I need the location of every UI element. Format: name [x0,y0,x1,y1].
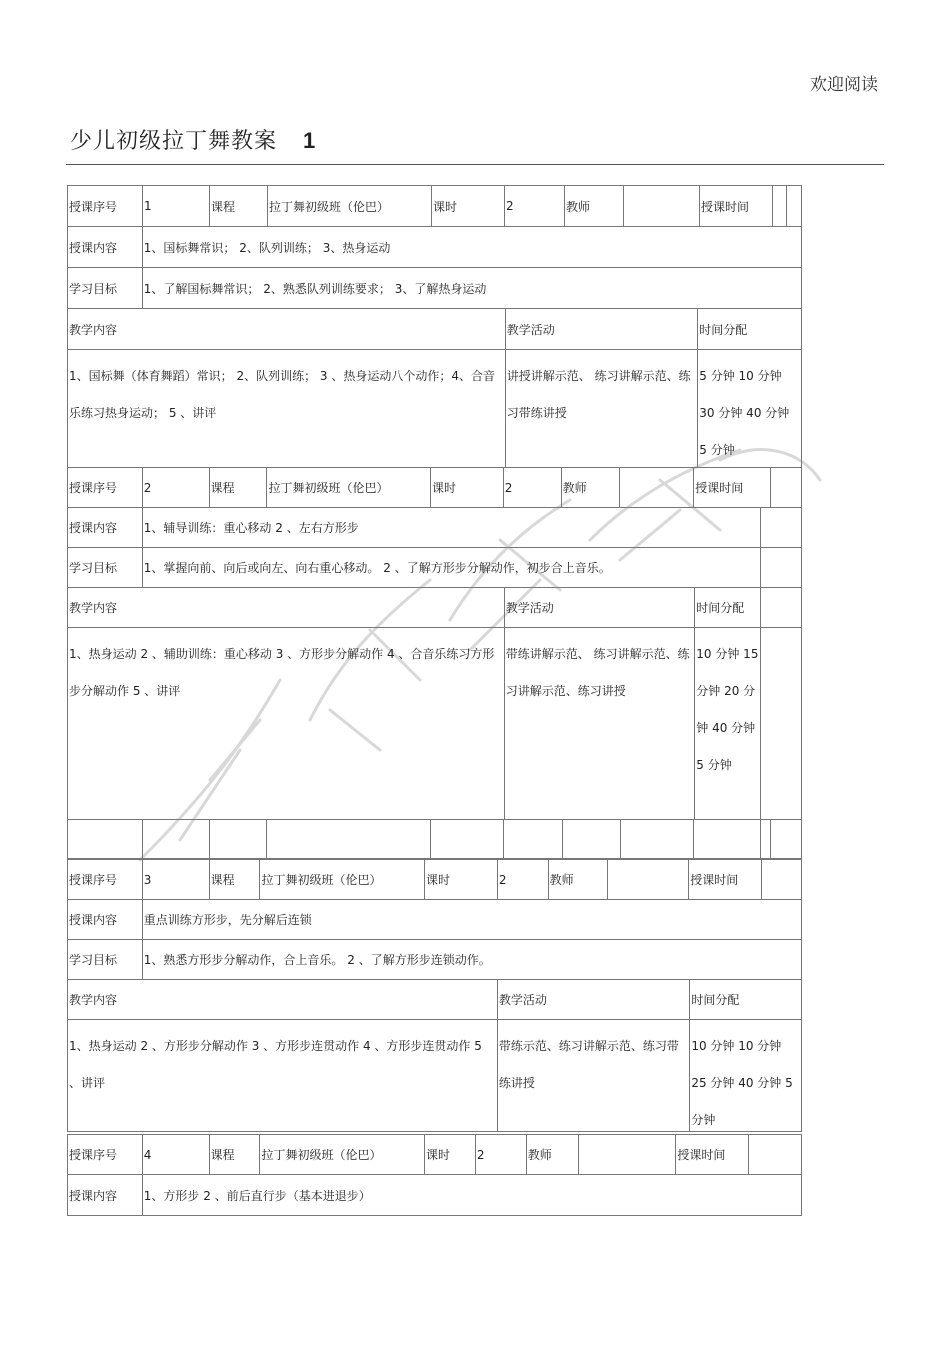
label-course: 课程 [210,468,268,507]
value-allocation: 10 分钟 10 分钟 25 分钟 40 分钟 5 分钟 [691,1039,793,1127]
label-teach-content: 教学内容 [68,588,505,627]
label-time: 授课时间 [689,860,762,899]
lesson-4-table [67,1134,802,1216]
table-row [67,547,802,587]
value-teach-content: 1、热身运动 2 、方形步分解动作 3 、方形步连贯动作 4 、方形步连贯动作 5 、讲评 [68,1020,498,1131]
value-goal: 1、了解国标舞常识； 2、熟悉队列训练要求； 3、了解热身运动 [143,281,487,296]
label-hours: 课时 [432,186,505,226]
label-goal: 学习目标 [68,268,143,308]
label-teacher: 教师 [565,186,624,226]
label-content: 授课内容 [68,900,143,939]
table-row [67,1019,802,1132]
label-content: 授课内容 [68,508,143,547]
table-row [67,507,802,547]
page-title [70,124,316,155]
extra-cell [761,548,801,587]
value-teach-content: 1、国标舞（体育舞蹈）常识； 2、队列训练； 3 、热身运动八个动作；4、合音乐练习热身运动； 5 、讲评 [68,350,506,467]
value-course: 拉丁舞初级班（伦巴） [267,468,431,507]
value-hours: 2 [498,860,549,899]
label-activity: 教学活动 [498,980,690,1019]
extra-cell [761,588,801,627]
value-seq: 1 [143,186,210,226]
value-hours: 2 [476,1135,527,1174]
value-time [762,860,801,899]
table-row [67,939,802,979]
value-content: 重点训练方形步，先分解后连锁 [143,913,312,927]
table-row [67,349,802,468]
label-time: 授课时间 [700,186,773,226]
label-allocation: 时间分配 [695,588,761,627]
value-activity: 讲授讲解示范、 练习讲解示范、练习带练讲授 [506,350,698,467]
value-teacher [620,468,694,507]
title-divider [66,164,884,165]
value-allocation: 5 分钟 10 分钟 30 分钟 40 分钟 5 分钟 [699,369,790,457]
lesson-2-table [67,467,802,859]
table-row [67,587,802,627]
value-teach-content: 1、热身运动 2 、辅助训练：重心移动 3 、方形步分解动作 4 、合音乐练习方形步分解动作 5 、讲评 [68,628,505,819]
label-teach-content: 教学内容 [68,309,506,349]
extra-cell [761,508,801,547]
label-content: 授课内容 [68,1175,143,1215]
header-note: 欢迎阅读 [810,75,878,95]
label-course: 课程 [210,186,268,226]
table-row [67,1134,802,1174]
label-teach-content: 教学内容 [68,980,498,1019]
lesson-1-table [67,185,802,468]
value-seq: 3 [143,860,210,899]
table-row [67,226,802,267]
empty-cell [771,820,801,858]
empty-cell [68,820,143,858]
label-activity: 教学活动 [505,588,695,627]
value-content: 1、辅导训练：重心移动 2 、左右方形步 [143,508,761,547]
empty-cell [621,820,694,858]
value-goal: 1、熟悉方形步分解动作，合上音乐。 2 、了解方形步连锁动作。 [143,953,491,967]
empty-cell [761,820,771,858]
value-activity: 带练示范、练习讲解示范、练习带练讲授 [498,1020,690,1131]
table-row [67,899,802,939]
empty-cell [267,820,431,858]
label-seq: 授课序号 [68,860,143,899]
label-seq: 授课序号 [68,1135,143,1174]
value-hours: 2 [505,186,565,226]
title-text: 少儿初级拉丁舞教案 [70,129,278,154]
label-allocation: 时间分配 [691,993,740,1007]
empty-cell [143,820,210,858]
extra-cell [761,628,801,819]
value-teacher [624,186,700,226]
label-hours: 课时 [425,1135,476,1174]
label-time: 授课时间 [694,468,771,507]
value-course: 拉丁舞初级班（伦巴） [268,186,432,226]
label-goal: 学习目标 [68,940,143,979]
table-row [67,267,802,308]
empty-cell [504,820,563,858]
value-seq: 4 [143,1135,210,1174]
value-allocation: 10 分钟 15 分钟 20 分钟 40 分钟 5 分钟 [695,628,761,819]
value-hours: 2 [504,468,562,507]
empty-cell [563,820,622,858]
label-goal: 学习目标 [68,548,143,587]
value-course: 拉丁舞初级班（伦巴） [260,860,425,899]
value-time [749,1135,801,1174]
label-course: 课程 [210,1135,261,1174]
value-time [771,468,801,507]
value-time-extra [787,186,801,226]
label-seq: 授课序号 [68,186,143,226]
value-seq: 2 [143,468,210,507]
empty-cell [694,820,761,858]
label-activity: 教学活动 [506,309,698,349]
lesson-3-table [67,859,802,1132]
empty-cell [210,820,268,858]
label-hours: 课时 [431,468,504,507]
label-teacher: 教师 [562,468,621,507]
label-hours: 课时 [425,860,498,899]
label-teacher: 教师 [549,860,608,899]
value-time [773,186,787,226]
table-row [67,627,802,819]
label-course: 课程 [210,860,261,899]
value-teacher [579,1135,677,1174]
value-activity: 带练讲解示范、 练习讲解示范、练习讲解示范、练习讲授 [505,628,695,819]
label-time: 授课时间 [676,1135,749,1174]
table-row [67,185,802,226]
value-content: 1、国标舞常识； 2、队列训练； 3、热身运动 [143,240,391,255]
table-row [67,859,802,899]
value-goal: 1、掌握向前、向后或向左、向右重心移动。 2 、了解方形步分解动作，初步合上音乐。 [143,548,761,587]
value-course: 拉丁舞初级班（伦巴） [260,1135,425,1174]
table-row [67,467,802,507]
value-content: 1、方形步 2 、前后直行步（基本进退步） [143,1188,371,1203]
title-number: 1 [303,128,317,153]
label-content: 授课内容 [68,227,143,267]
value-teacher [608,860,690,899]
label-seq: 授课序号 [68,468,143,507]
table-row [67,308,802,349]
label-teacher: 教师 [527,1135,579,1174]
table-row [67,1174,802,1216]
empty-row [67,819,802,859]
empty-cell [431,820,504,858]
table-row [67,979,802,1019]
label-allocation: 时间分配 [699,322,748,337]
